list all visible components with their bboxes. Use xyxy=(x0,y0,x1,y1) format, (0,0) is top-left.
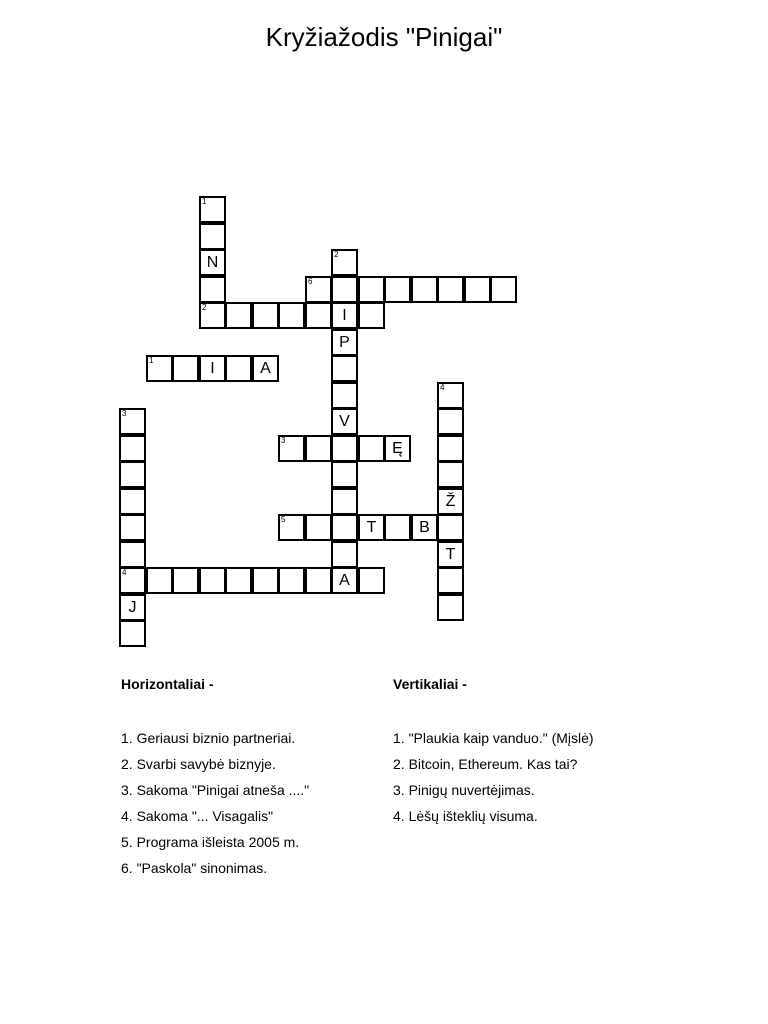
cell-letter: A xyxy=(260,359,271,377)
grid-cell[interactable] xyxy=(384,435,411,462)
grid-cell[interactable] xyxy=(199,276,226,303)
grid-cell[interactable] xyxy=(305,514,332,541)
grid-cell[interactable] xyxy=(146,355,173,382)
grid-cell[interactable] xyxy=(199,302,226,329)
cell-letter: V xyxy=(339,412,350,430)
cell-letter: I xyxy=(342,306,347,324)
grid-cell[interactable] xyxy=(437,435,464,462)
grid-cell[interactable] xyxy=(252,567,279,594)
down-clue-1: 1. "Plaukia kaip vanduo." (Mįslė) xyxy=(393,730,594,746)
cell-letter: I xyxy=(210,359,215,377)
grid-cell[interactable] xyxy=(225,355,252,382)
down-clue-4: 4. Lėšų išteklių visuma. xyxy=(393,808,538,824)
grid-cell[interactable] xyxy=(278,435,305,462)
cell-letter: B xyxy=(419,518,430,536)
grid-cell[interactable] xyxy=(384,276,411,303)
grid-cell[interactable] xyxy=(358,567,385,594)
grid-cell[interactable] xyxy=(411,276,438,303)
grid-cell[interactable] xyxy=(437,408,464,435)
grid-cell[interactable] xyxy=(437,567,464,594)
grid-cell[interactable] xyxy=(199,196,226,223)
grid-cell[interactable] xyxy=(331,567,358,594)
cell-letter: T xyxy=(366,518,377,536)
grid-cell[interactable] xyxy=(119,435,146,462)
grid-cell[interactable] xyxy=(331,355,358,382)
grid-cell[interactable] xyxy=(331,461,358,488)
grid-cell[interactable] xyxy=(437,382,464,409)
across-clue-1: 1. Geriausi biznio partneriai. xyxy=(121,730,296,746)
across-clue-4: 4. Sakoma "... Visagalis" xyxy=(121,808,274,824)
clue-number: 3 xyxy=(122,409,127,418)
grid-cell[interactable] xyxy=(331,408,358,435)
clue-number: 5 xyxy=(281,515,286,524)
across-clue-5: 5. Programa išleista 2005 m. xyxy=(121,834,300,850)
grid-cell[interactable] xyxy=(331,329,358,356)
across-clue-2: 2. Svarbi savybė biznyje. xyxy=(121,756,276,772)
down-clue-2: 2. Bitcoin, Ethereum. Kas tai? xyxy=(393,756,578,772)
down-clue-3: 3. Pinigų nuvertėjimas. xyxy=(393,782,535,798)
grid-cell[interactable] xyxy=(172,567,199,594)
across-clue-3: 3. Sakoma "Pinigai atneša ...." xyxy=(121,782,310,798)
grid-cell[interactable] xyxy=(278,302,305,329)
grid-cell[interactable] xyxy=(358,514,385,541)
grid-cell[interactable] xyxy=(331,249,358,276)
clue-number: 1 xyxy=(202,197,207,206)
cell-letter: Ę xyxy=(392,439,403,457)
grid-cell[interactable] xyxy=(119,541,146,568)
cell-letter: J xyxy=(128,598,137,616)
grid-cell[interactable] xyxy=(225,302,252,329)
grid-cell[interactable] xyxy=(119,408,146,435)
grid-cell[interactable] xyxy=(225,567,252,594)
grid-cell[interactable] xyxy=(437,488,464,515)
grid-cell[interactable] xyxy=(119,594,146,621)
cell-letter: P xyxy=(339,333,350,351)
cell-letter: N xyxy=(206,253,219,271)
grid-cell[interactable] xyxy=(358,302,385,329)
grid-cell[interactable] xyxy=(305,302,332,329)
grid-cell[interactable] xyxy=(331,488,358,515)
grid-cell[interactable] xyxy=(358,276,385,303)
grid-cell[interactable] xyxy=(331,382,358,409)
grid-cell[interactable] xyxy=(252,355,279,382)
cell-letter: A xyxy=(339,571,350,589)
cell-letter: Ž xyxy=(445,492,456,510)
grid-cell[interactable] xyxy=(119,488,146,515)
grid-cell[interactable] xyxy=(490,276,517,303)
grid-cell[interactable] xyxy=(305,567,332,594)
grid-cell[interactable] xyxy=(384,514,411,541)
grid-cell[interactable] xyxy=(199,223,226,250)
grid-cell[interactable] xyxy=(252,302,279,329)
grid-cell[interactable] xyxy=(331,276,358,303)
across-clue-6: 6. "Paskola" sinonimas. xyxy=(121,860,268,876)
grid-cell[interactable] xyxy=(199,355,226,382)
grid-cell[interactable] xyxy=(278,514,305,541)
clue-number: 4 xyxy=(122,568,127,577)
clue-number: 3 xyxy=(281,436,286,445)
grid-cell[interactable] xyxy=(119,514,146,541)
grid-cell[interactable] xyxy=(331,435,358,462)
page-title: Kryžiažodis "Pinigai" xyxy=(265,22,503,52)
grid-cell[interactable] xyxy=(411,514,438,541)
grid-cell[interactable] xyxy=(199,567,226,594)
grid-cell[interactable] xyxy=(305,276,332,303)
across-heading: Horizontaliai - xyxy=(121,676,214,692)
grid-cell[interactable] xyxy=(146,567,173,594)
grid-cell[interactable] xyxy=(331,302,358,329)
grid-cell[interactable] xyxy=(437,514,464,541)
grid-cell[interactable] xyxy=(119,620,146,647)
grid-cell[interactable] xyxy=(172,355,199,382)
clue-number: 4 xyxy=(440,383,445,392)
grid-cell[interactable] xyxy=(437,541,464,568)
grid-cell[interactable] xyxy=(331,514,358,541)
grid-cell[interactable] xyxy=(358,435,385,462)
grid-cell[interactable] xyxy=(305,435,332,462)
clue-number: 6 xyxy=(308,277,313,286)
grid-cell[interactable] xyxy=(119,567,146,594)
grid-cell[interactable] xyxy=(199,249,226,276)
grid-cell[interactable] xyxy=(119,461,146,488)
clue-number: 2 xyxy=(202,303,207,312)
clue-number: 1 xyxy=(149,356,154,365)
grid-cell[interactable] xyxy=(278,567,305,594)
cell-letter: T xyxy=(445,545,456,563)
grid-cell[interactable] xyxy=(331,541,358,568)
down-heading: Vertikaliai - xyxy=(393,676,467,692)
clue-number: 2 xyxy=(334,250,339,259)
grid-cell[interactable] xyxy=(437,276,464,303)
grid-cell[interactable] xyxy=(437,594,464,621)
grid-cell[interactable] xyxy=(437,461,464,488)
grid-cell[interactable] xyxy=(464,276,491,303)
